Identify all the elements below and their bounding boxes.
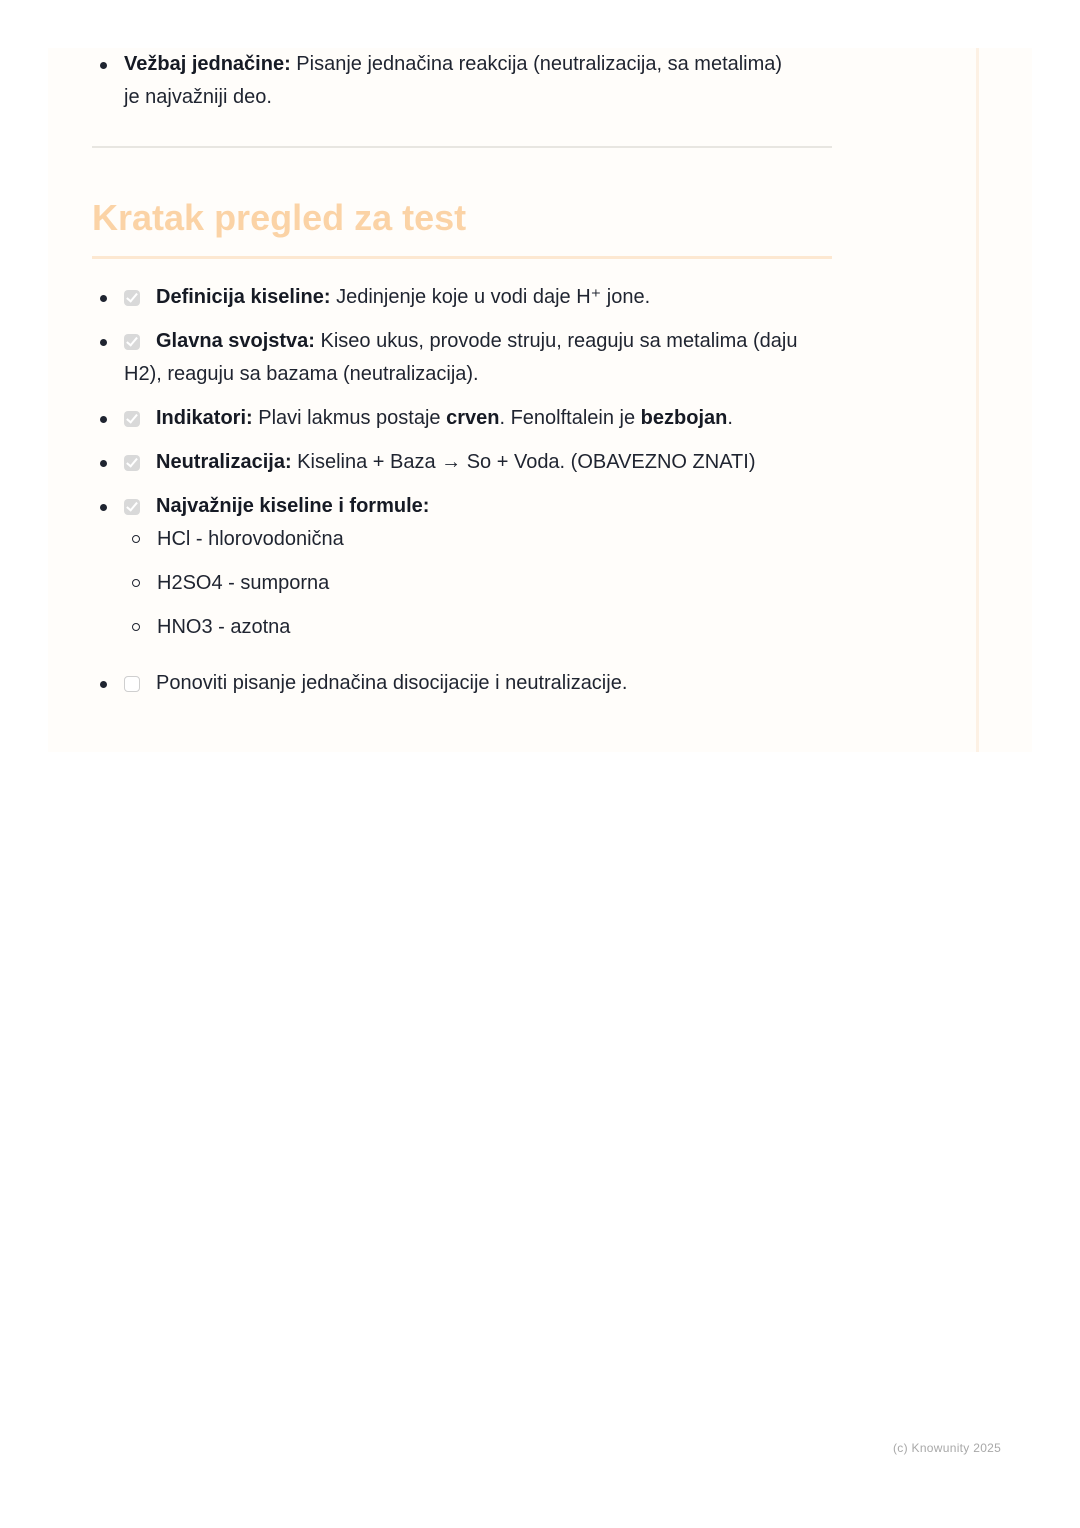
- bullet-icon: [100, 504, 107, 511]
- item-text: Pisanje jednačina reakcija (neutralizacija, sa metalima): [290, 53, 783, 75]
- document-content: [92, 48, 832, 711]
- checkbox-checked-icon[interactable]: [124, 455, 140, 471]
- checklist-item-neutralization: [92, 446, 832, 479]
- intro-list: [92, 48, 832, 114]
- bullet-icon: [100, 416, 107, 423]
- item-text: .: [727, 407, 733, 429]
- item-text: . Fenolftalein je: [499, 407, 641, 429]
- acid-formula: H2SO4 - sumporna: [157, 572, 330, 594]
- acid-formula: HCl - hlorovodonična: [157, 528, 344, 550]
- item-text-continued: H2), reaguju sa bazama (neutralizacija).: [124, 363, 479, 385]
- checkbox-unchecked-icon[interactable]: [124, 676, 140, 692]
- acid-formula-list: [124, 523, 832, 644]
- sheet-side-rule: [976, 48, 979, 752]
- circle-bullet-icon: [132, 579, 140, 587]
- item-bold-label: Neutralizacija:: [156, 451, 292, 473]
- checkbox-checked-icon[interactable]: [124, 290, 140, 306]
- review-checklist: [92, 281, 832, 700]
- bullet-icon: [100, 295, 107, 302]
- item-text: Kiselina + Baza → So + Voda. (OBAVEZNO ZNATI): [291, 451, 756, 473]
- sub-list-item: [124, 567, 832, 600]
- checklist-item-indicators: [92, 402, 832, 435]
- checkbox-checked-icon[interactable]: [124, 334, 140, 350]
- bullet-icon: [100, 339, 107, 346]
- sub-list-item: [124, 523, 832, 556]
- item-text: Plavi lakmus postaje: [252, 407, 447, 429]
- heading-underline: [92, 256, 832, 259]
- circle-bullet-icon: [132, 535, 140, 543]
- item-bold-label: Indikatori:: [156, 407, 253, 429]
- checkbox-checked-icon[interactable]: [124, 499, 140, 515]
- bullet-icon: [100, 460, 107, 467]
- item-bold-label: Glavna svojstva:: [156, 330, 315, 352]
- section-divider: [92, 146, 832, 148]
- item-bold-label: Najvažnije kiseline i formule:: [156, 495, 430, 517]
- item-bold-label: Vežbaj jednačine:: [124, 53, 291, 75]
- bullet-icon: [100, 681, 107, 688]
- circle-bullet-icon: [132, 623, 140, 631]
- item-bold-word: bezbojan: [640, 407, 728, 429]
- item-bold-word: crven: [446, 407, 500, 429]
- item-bold-label: Definicija kiseline:: [156, 286, 331, 308]
- checklist-item-definition: [92, 281, 832, 314]
- bullet-icon: [100, 62, 107, 69]
- sub-list-item: [124, 611, 832, 644]
- checkbox-checked-icon[interactable]: [124, 411, 140, 427]
- checklist-item-acids: [92, 490, 832, 644]
- item-text: Ponoviti pisanje jednačina disocijacije i neutralizacije.: [156, 672, 628, 694]
- section-heading: Kratak pregled za test: [92, 197, 467, 238]
- item-text: Jedinjenje koje u vodi daje H⁺ jone.: [330, 286, 651, 308]
- list-item: [92, 48, 832, 114]
- acid-formula: HNO3 - azotna: [157, 616, 291, 638]
- checklist-item-todo: [92, 667, 832, 700]
- item-text-continued: je najvažniji deo.: [124, 86, 272, 108]
- checklist-item-properties: [92, 325, 832, 391]
- copyright-footer: (c) Knowunity 2025: [893, 1441, 1002, 1455]
- item-text: Kiseo ukus, provode struju, reaguju sa metalima (daju: [314, 330, 798, 352]
